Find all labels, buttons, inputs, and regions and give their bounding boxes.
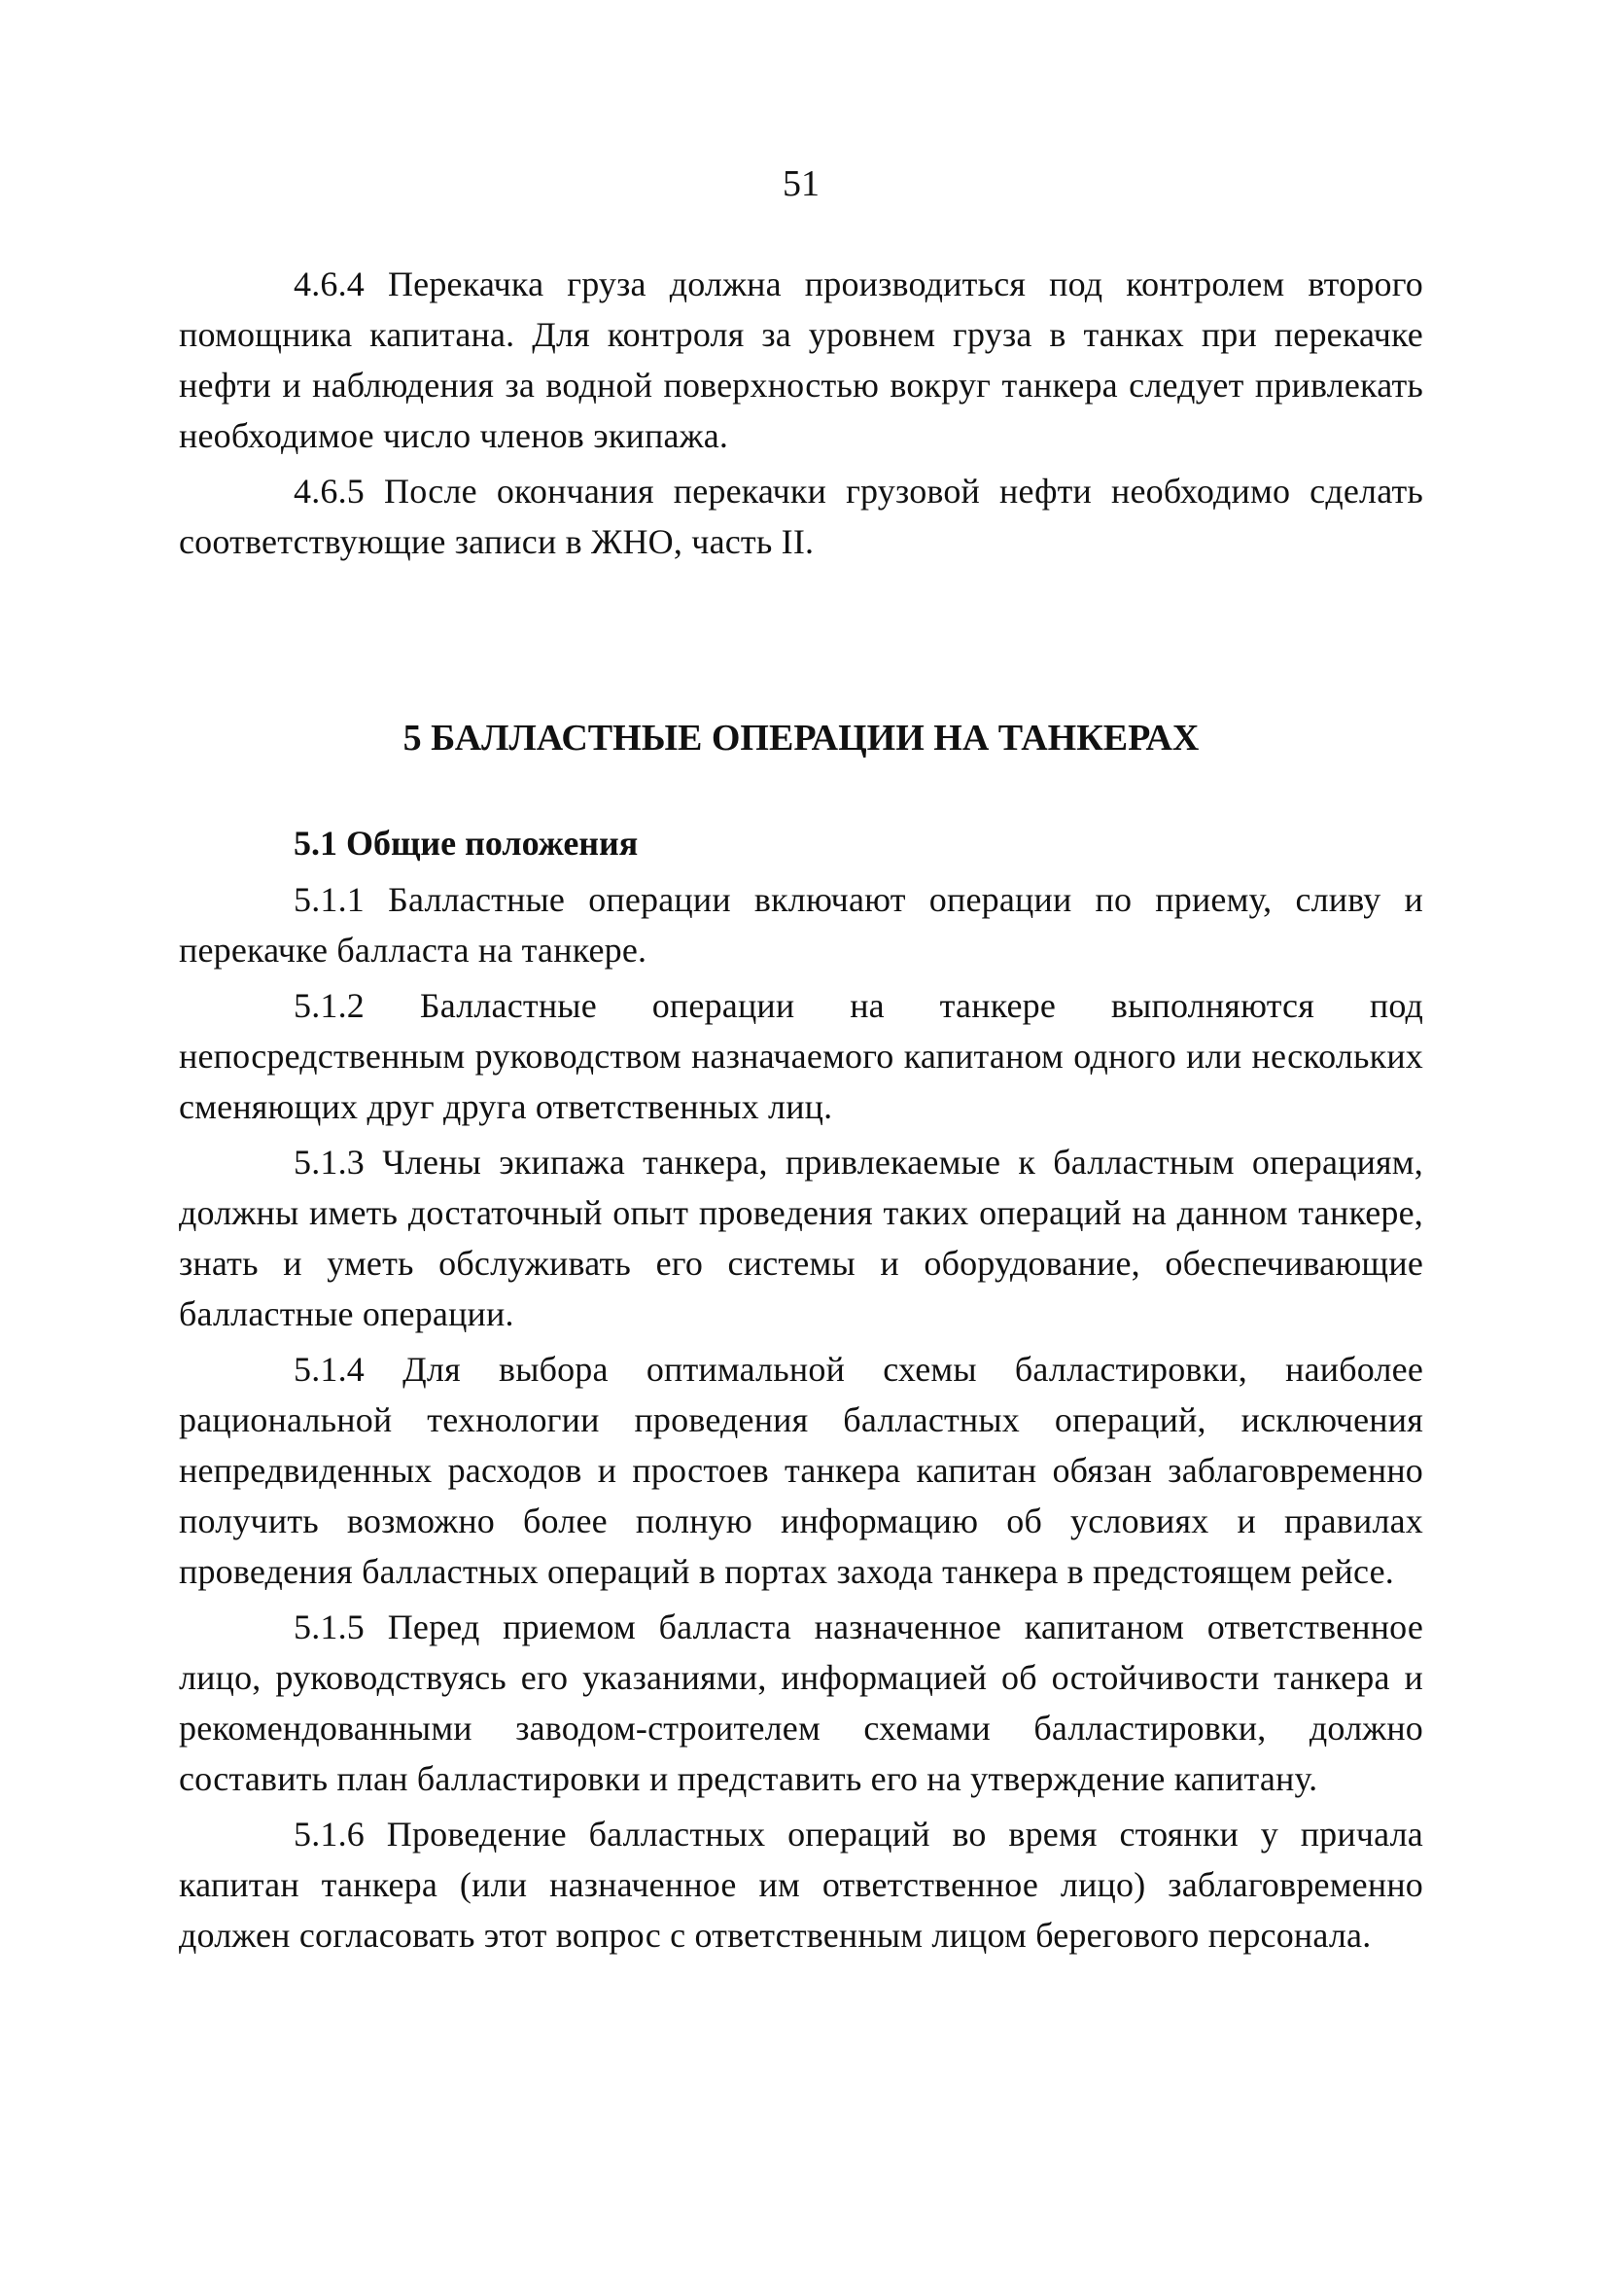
paragraph-5-1-5: 5.1.5 Перед приемом балласта назначенное капитаном ответственное лицо, руководствуясь его указаниями, информацией об остойчивости танкера и рекомендованными заводом-строителем схемами балластировки, должно составить план балластировки и представить его на утверждение капитану. [179, 1607, 1423, 1798]
paragraph-5-1-6: 5.1.6 Проведение балластных операций во время стоянки у причала капитан танкера (или назначенное им ответственное лицо) заблаговременно должен согласовать этот вопрос с ответственным лицом берегового персонала. [179, 1815, 1423, 1955]
paragraph-5-1-1: 5.1.1 Балластные операции включают операции по приему, сливу и перекачке балласта на танкере. [179, 880, 1423, 970]
subsection-heading: 5.1 Общие положения [294, 824, 639, 863]
paragraph-4-6-4: 4.6.4 Перекачка груза должна производиться под контролем второго помощника капитана. Для контроля за уровнем груза в танках при перекачке нефти и наблюдения за водной поверхностью вокруг танкера следует привлекать необходимое число членов экипажа. [179, 265, 1423, 455]
paragraph-4-6-5: 4.6.5 После окончания перекачки грузовой нефти необходимо сделать соответствующие записи в ЖНО, часть II. [179, 472, 1423, 561]
paragraph-5-1-3: 5.1.3 Члены экипажа танкера, привлекаемые к балластным операциям, должны иметь достаточный опыт проведения таких операций на данном танкере, знать и уметь обслуживать его системы и оборудование, обеспечивающие балластные операции. [179, 1143, 1423, 1333]
paragraph-5-1-2: 5.1.2 Балластные операции на танкере выполняются под непосредственным руководством назначаемого капитаном одного или нескольких сменяющих друг друга ответственных лиц. [179, 986, 1423, 1126]
page-number: 51 [783, 163, 820, 204]
paragraph-5-1-4: 5.1.4 Для выбора оптимальной схемы балластировки, наиболее рациональной технологии проведения балластных операций, исключения непредвиденных расходов и простоев танкера капитан обязан заблаговременно получить возможно более полную информацию об условиях и правилах проведения балластных операций в портах захода танкера в предстоящем рейсе. [179, 1350, 1423, 1591]
document-page [179, 165, 1423, 1965]
section-heading: 5 БАЛЛАСТНЫЕ ОПЕРАЦИИ НА ТАНКЕРАХ [402, 718, 1200, 759]
